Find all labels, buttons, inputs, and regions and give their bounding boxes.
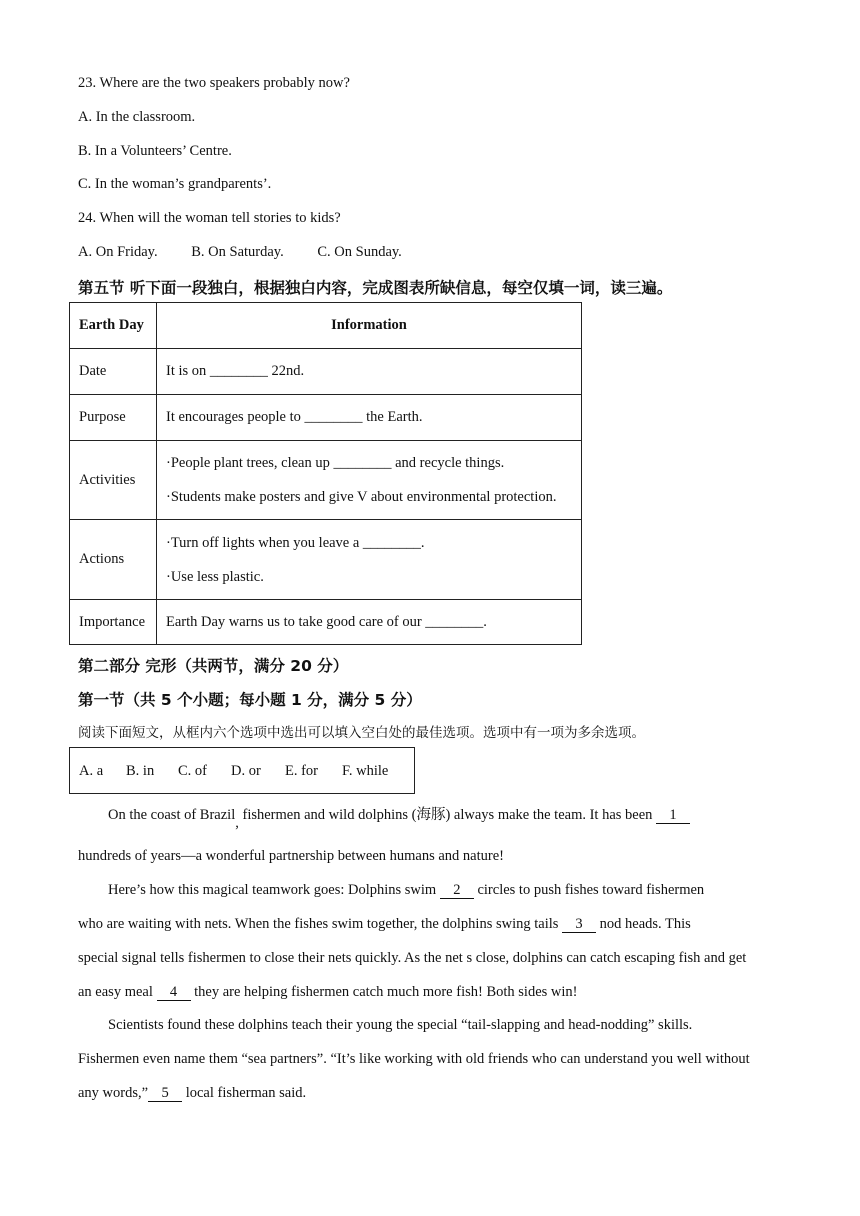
- row-label: Importance: [70, 600, 157, 645]
- passage-text: ,: [235, 815, 239, 831]
- passage-line: [78, 1085, 784, 1102]
- passage-text: Here’s how this magical teamwork goes: Dolphins swim: [108, 882, 440, 898]
- row-content: [157, 441, 582, 520]
- cloze-instruction: 阅读下面短文，从框内六个选项中选出可以填入空白处的最佳选项。选项中有一项为多余选项。: [78, 725, 645, 741]
- passage-text: fishermen and wild dolphins (海豚) always make the team. It has been: [238, 807, 657, 823]
- table-header-earth-day: Earth Day: [70, 303, 157, 349]
- passage-text: who are waiting with nets. When the fishes swim together, the dolphins swing tails: [78, 916, 563, 932]
- passage-line: special signal tells fishermen to close their nets quickly. As the net s close, dolphins can catch escaping fish and get: [78, 950, 747, 966]
- blank-2[interactable]: 2: [440, 883, 474, 899]
- row-content: Earth Day warns us to take good care of our ________.: [157, 600, 582, 645]
- table-row: [70, 520, 582, 600]
- passage-line: [78, 803, 784, 831]
- option-b: B. in: [126, 763, 155, 779]
- question-23-option-b: B. In a Volunteers’ Centre.: [78, 143, 232, 159]
- passage-text: local fisherman said.: [182, 1085, 307, 1101]
- table-header-information: Information: [157, 303, 582, 349]
- question-24-option-b: B. On Saturday.: [191, 244, 284, 260]
- question-24: 24. When will the woman tell stories to kids?: [78, 210, 341, 226]
- passage-line: hundreds of years—a wonderful partnership between humans and nature!: [78, 848, 504, 864]
- row-line: ·Turn off lights when you leave a ________.: [166, 534, 425, 551]
- table-row: [70, 441, 582, 520]
- table-row: [70, 600, 582, 645]
- row-line: ·Use less plastic.: [166, 568, 264, 585]
- table-row: [70, 349, 582, 395]
- table-row: [70, 395, 582, 441]
- option-e: E. for: [285, 763, 319, 779]
- passage-line: Fishermen even name them “sea partners”. “It’s like working with old friends who can understand you well without: [78, 1051, 750, 1067]
- question-24-option-c: C. On Sunday.: [317, 244, 402, 260]
- section-5-heading: 第五节 听下面一段独白，根据独白内容，完成图表所缺信息，每空仅填一词，读三遍。: [78, 279, 673, 297]
- passage-text: nod heads. This: [596, 916, 691, 932]
- option-f: F. while: [342, 763, 389, 779]
- blank-3[interactable]: 3: [562, 917, 596, 933]
- row-label: Purpose: [70, 395, 157, 441]
- blank-5[interactable]: 5: [148, 1086, 182, 1102]
- passage-text: any words,”: [78, 1085, 149, 1101]
- earth-day-table: [69, 302, 582, 645]
- passage-text: they are helping fishermen catch much more fish! Both sides win!: [190, 984, 578, 1000]
- option-a: A. a: [79, 763, 104, 779]
- option-box: [69, 747, 415, 794]
- passage-line: [78, 882, 784, 899]
- row-label: Activities: [70, 441, 157, 520]
- row-content: It is on ________ 22nd.: [157, 349, 582, 395]
- option-c: C. of: [178, 763, 207, 779]
- row-line: ·People plant trees, clean up ________ and recycle things.: [166, 455, 505, 471]
- question-23-option-c: C. In the woman’s grandparents’.: [78, 176, 272, 192]
- part-2-heading: 第二部分 完形（共两节，满分 20 分）: [78, 657, 349, 675]
- row-label: Actions: [70, 520, 157, 600]
- question-24-options: [78, 244, 402, 261]
- passage-text: On the coast of Brazil: [108, 807, 236, 823]
- question-24-option-a: A. On Friday.: [78, 244, 158, 260]
- section-1-heading: 第一节（共 5 个小题；每小题 1 分，满分 5 分）: [78, 691, 422, 709]
- blank-1[interactable]: 1: [656, 808, 690, 824]
- row-content: [157, 520, 582, 600]
- passage-text: circles to push fishes toward fishermen: [473, 882, 705, 898]
- passage-line: [78, 984, 784, 1001]
- question-23: 23. Where are the two speakers probably now?: [78, 75, 350, 91]
- passage-line: Scientists found these dolphins teach their young the special “tail-slapping and head-nodding” skills.: [108, 1017, 693, 1033]
- table-header-row: [70, 303, 582, 349]
- passage-text: an easy meal: [78, 984, 157, 1000]
- passage-line: [78, 916, 784, 933]
- row-line: ·Students make posters and give V about environmental protection.: [166, 489, 557, 505]
- row-content: It encourages people to ________ the Earth.: [157, 395, 582, 441]
- row-label: Date: [70, 349, 157, 395]
- option-d: D. or: [231, 763, 261, 779]
- question-23-option-a: A. In the classroom.: [78, 109, 196, 125]
- blank-4[interactable]: 4: [157, 985, 191, 1001]
